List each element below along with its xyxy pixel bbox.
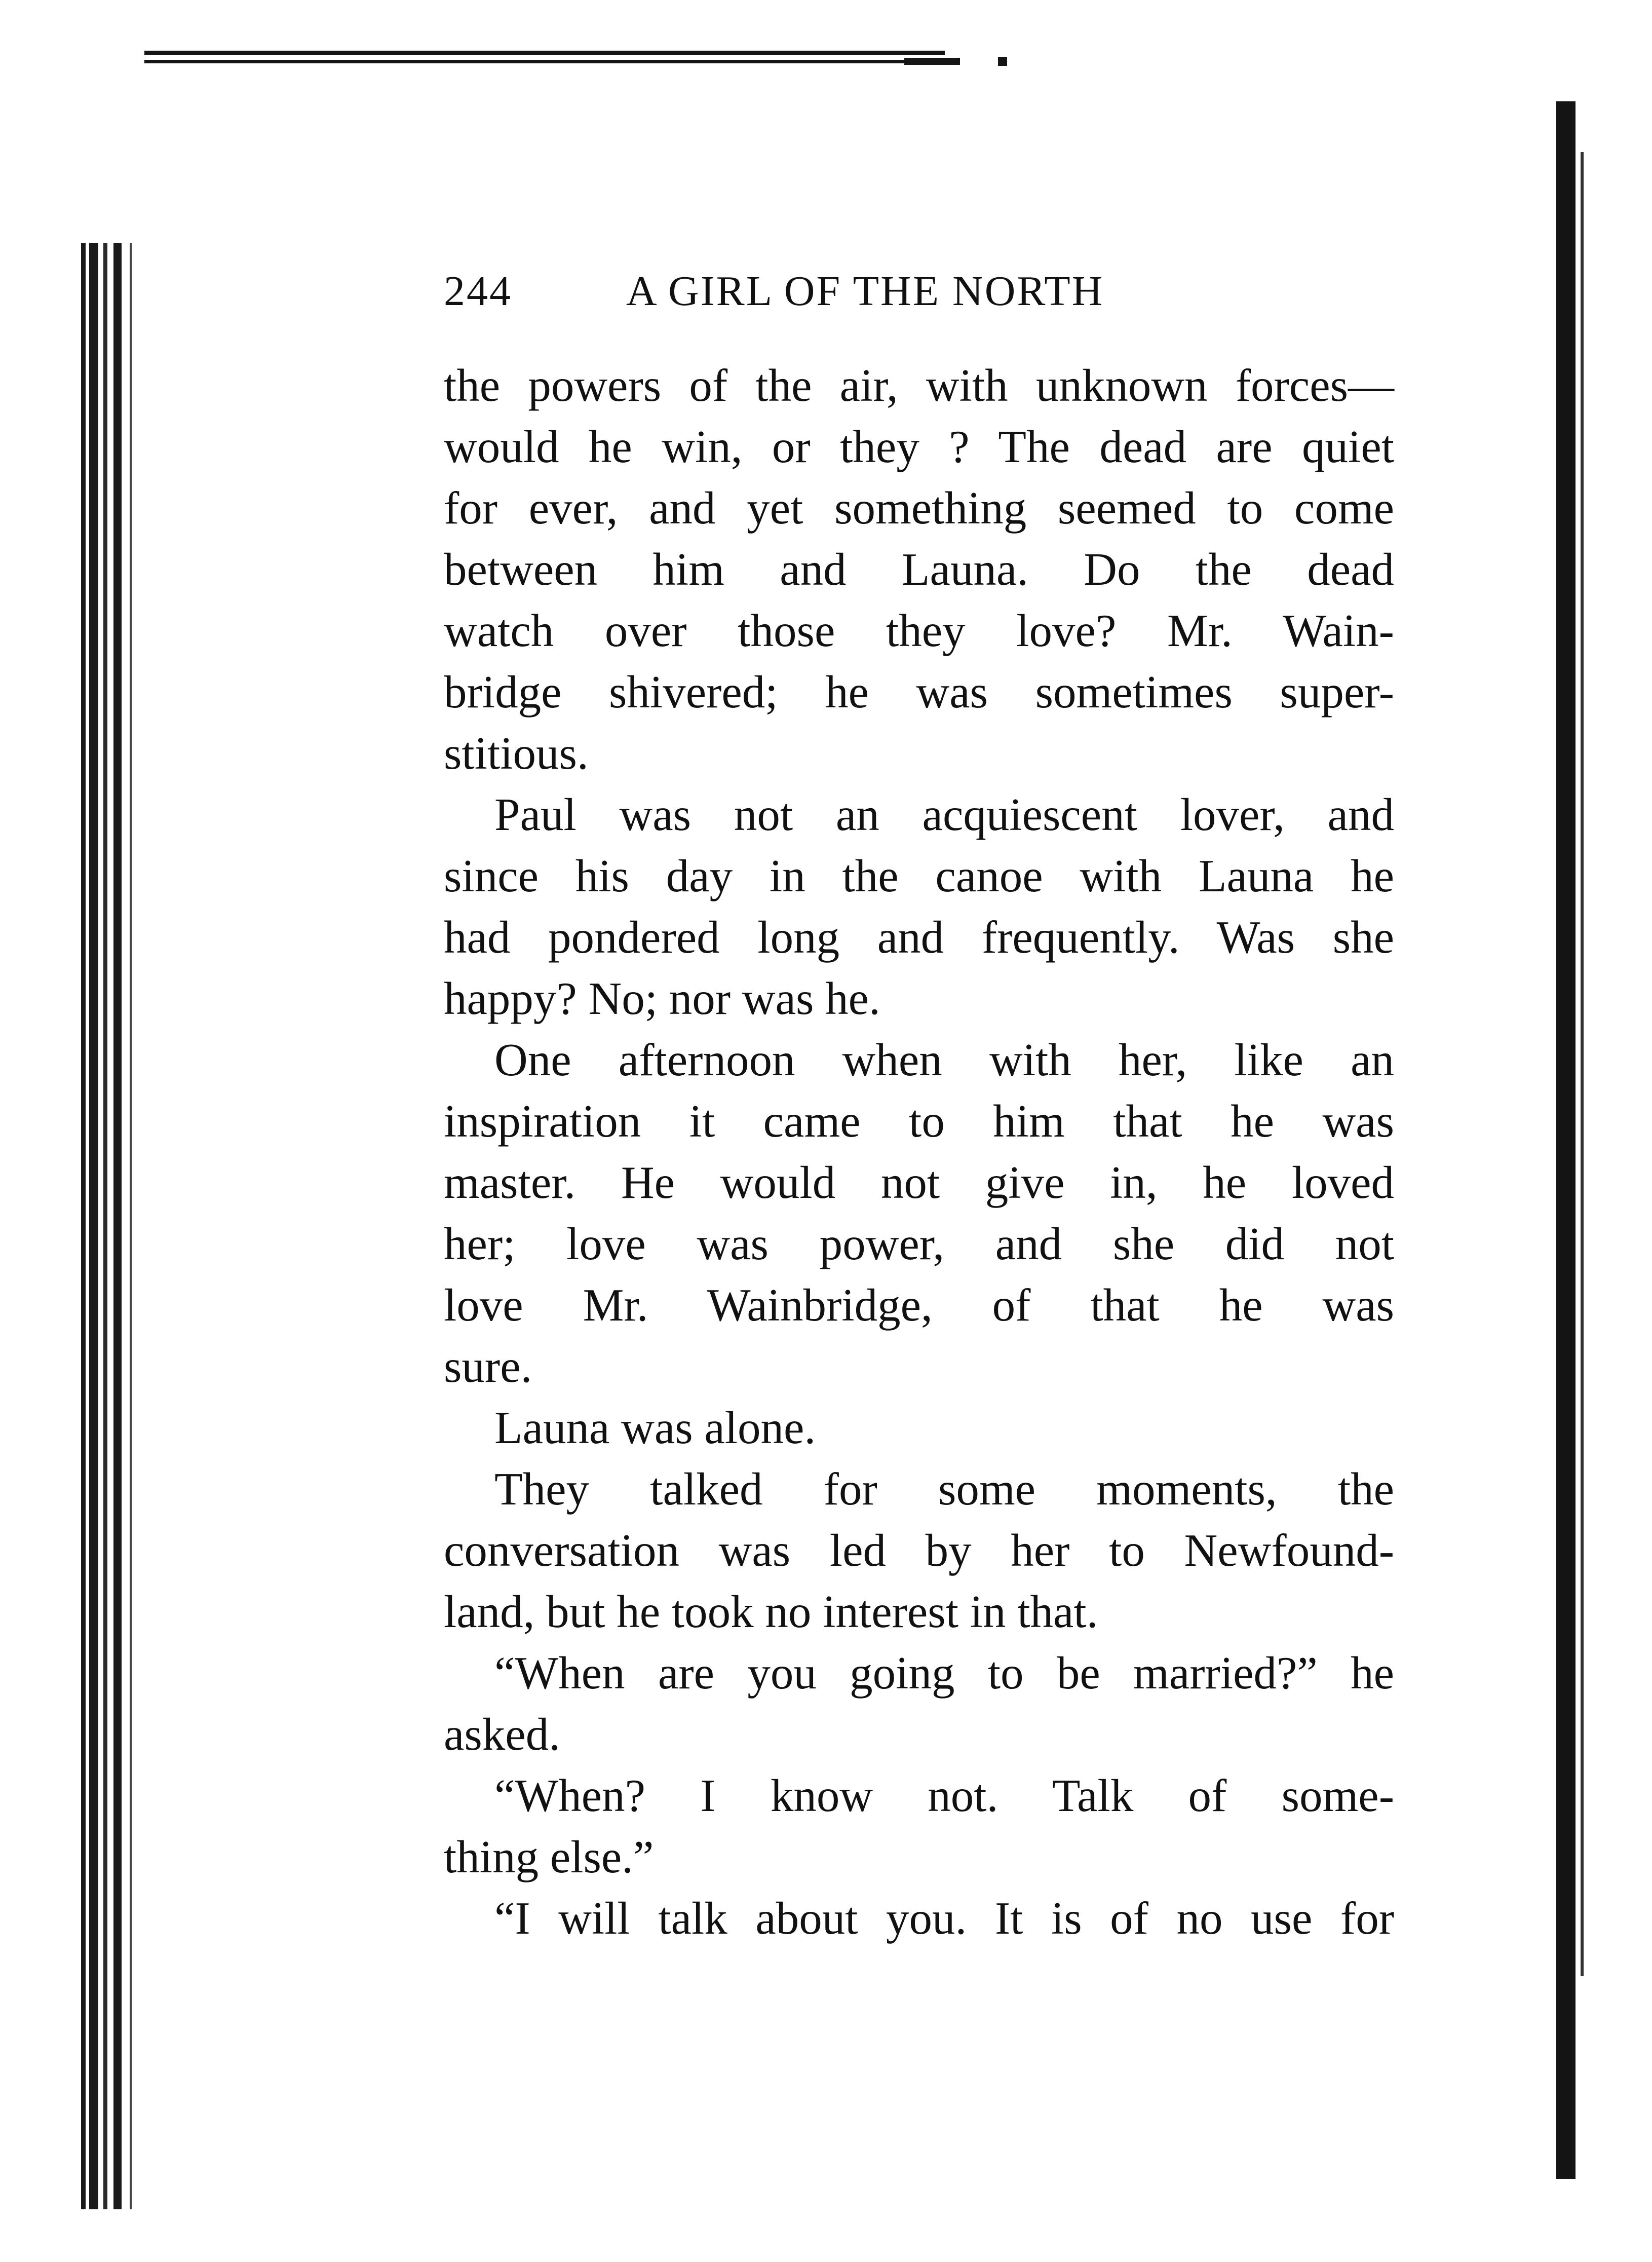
running-title: A GIRL OF THE NORTH <box>626 268 1104 315</box>
scan-border-top <box>144 51 965 68</box>
text-line: “I will talk about you. It is of no use for <box>494 1893 1394 1944</box>
text-line: “When are you going to be married?” he <box>494 1647 1394 1699</box>
text-line: “When? I know not. Talk of some- <box>494 1770 1394 1821</box>
text-line: Paul was not an acquiescent lover, and <box>494 789 1394 840</box>
text-line: stitious. <box>444 728 589 779</box>
text-line: for ever, and yet something seemed to come <box>444 482 1394 534</box>
text-line: conversation was led by her to Newfound- <box>444 1525 1394 1576</box>
text-line: asked. <box>444 1709 560 1760</box>
text-line: sure. <box>444 1341 532 1392</box>
text-line: land, but he took no interest in that. <box>444 1586 1098 1637</box>
scan-edge-right <box>1556 101 1576 2179</box>
text-line: They talked for some moments, the <box>494 1463 1394 1515</box>
text-line: watch over those they love? Mr. Wain- <box>444 605 1394 656</box>
page-number: 244 <box>444 268 512 315</box>
text-line: since his day in the canoe with Launa he <box>444 850 1394 901</box>
text-line: between him and Launa. Do the dead <box>444 544 1394 595</box>
text-line: had pondered long and frequently. Was she <box>444 912 1394 963</box>
scan-binding-edge-left <box>81 243 142 2209</box>
scan-edge-right-thin <box>1581 152 1584 1976</box>
text-line: thing else.” <box>444 1831 654 1882</box>
text-line: happy? No; nor was he. <box>444 973 880 1024</box>
text-line: the powers of the air, with unknown forces— <box>444 360 1394 411</box>
text-line: One afternoon when with her, like an <box>494 1034 1394 1085</box>
text-line: would he win, or they ? The dead are quiet <box>444 421 1394 472</box>
text-line: Launa was alone. <box>494 1402 816 1453</box>
running-header <box>444 263 1204 319</box>
text-line: her; love was power, and she did not <box>444 1218 1394 1269</box>
text-line: bridge shivered; he was sometimes super- <box>444 666 1394 718</box>
text-line: master. He would not give in, he loved <box>444 1157 1394 1208</box>
text-line: love Mr. Wainbridge, of that he was <box>444 1279 1394 1331</box>
text-line: inspiration it came to him that he was <box>444 1096 1394 1147</box>
body-text <box>444 355 1394 1949</box>
